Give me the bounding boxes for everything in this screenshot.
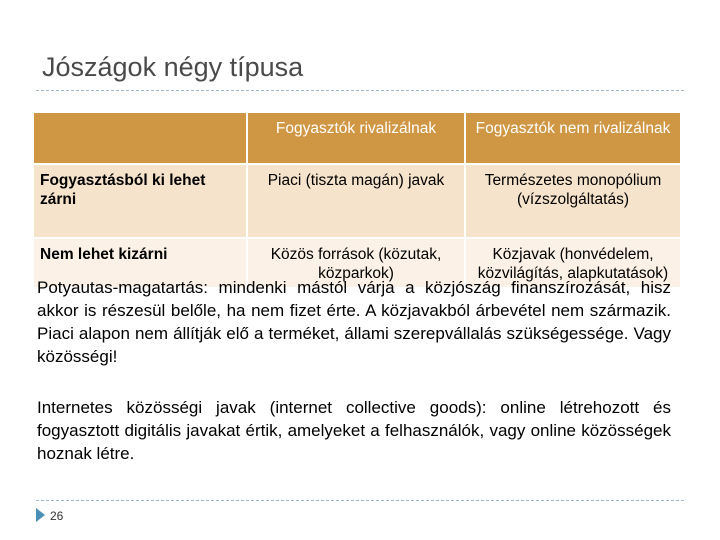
table-row — [33, 164, 681, 238]
page-number: 26 — [50, 509, 64, 523]
table-header-corner — [33, 112, 247, 164]
bottom-divider — [36, 500, 684, 501]
free-rider-paragraph: Potyautas-magatartás: mindenki mástól várja a közjószág finanszírozását, hisz akkor is részesül belőle, ha nem fizet érte. A közjavakból árbevétel nem származik. Piaci alapon nem állítják elő a terméket, állami szerepvállalás szükségessége. Vagy közösségi! — [37, 278, 671, 366]
cell-common-resources: Közös források (közutak, közparkok) — [247, 238, 465, 288]
cell-natural-monopoly: Természetes monopólium (vízszolgáltatás) — [465, 164, 681, 238]
internet-goods-paragraph: Internetes közösségi javak (internet collective goods): online létrehozott és fogyasztott digitális javakat értik, amelyeket a felhasználók, vagy online közösségek hoznak létre. — [37, 398, 671, 463]
table-header-row — [33, 112, 681, 164]
triangle-bullet-icon — [36, 508, 45, 522]
table-header-rival: Fogyasztók rivalizálnak — [247, 112, 465, 164]
cell-private-goods: Piaci (tiszta magán) javak — [247, 164, 465, 238]
goods-types-table — [32, 111, 682, 289]
row-label-nonexcludable: Nem lehet kizárni — [33, 238, 247, 288]
slide-title: Jószágok négy típusa — [42, 52, 304, 82]
table-header-nonrival: Fogyasztók nem rivalizálnak — [465, 112, 681, 164]
cell-public-goods: Közjavak (honvédelem, közvilágítás, alapkutatások) — [465, 238, 681, 288]
top-divider — [36, 90, 684, 91]
row-label-excludable: Fogyasztásból ki lehet zárni — [33, 164, 247, 238]
